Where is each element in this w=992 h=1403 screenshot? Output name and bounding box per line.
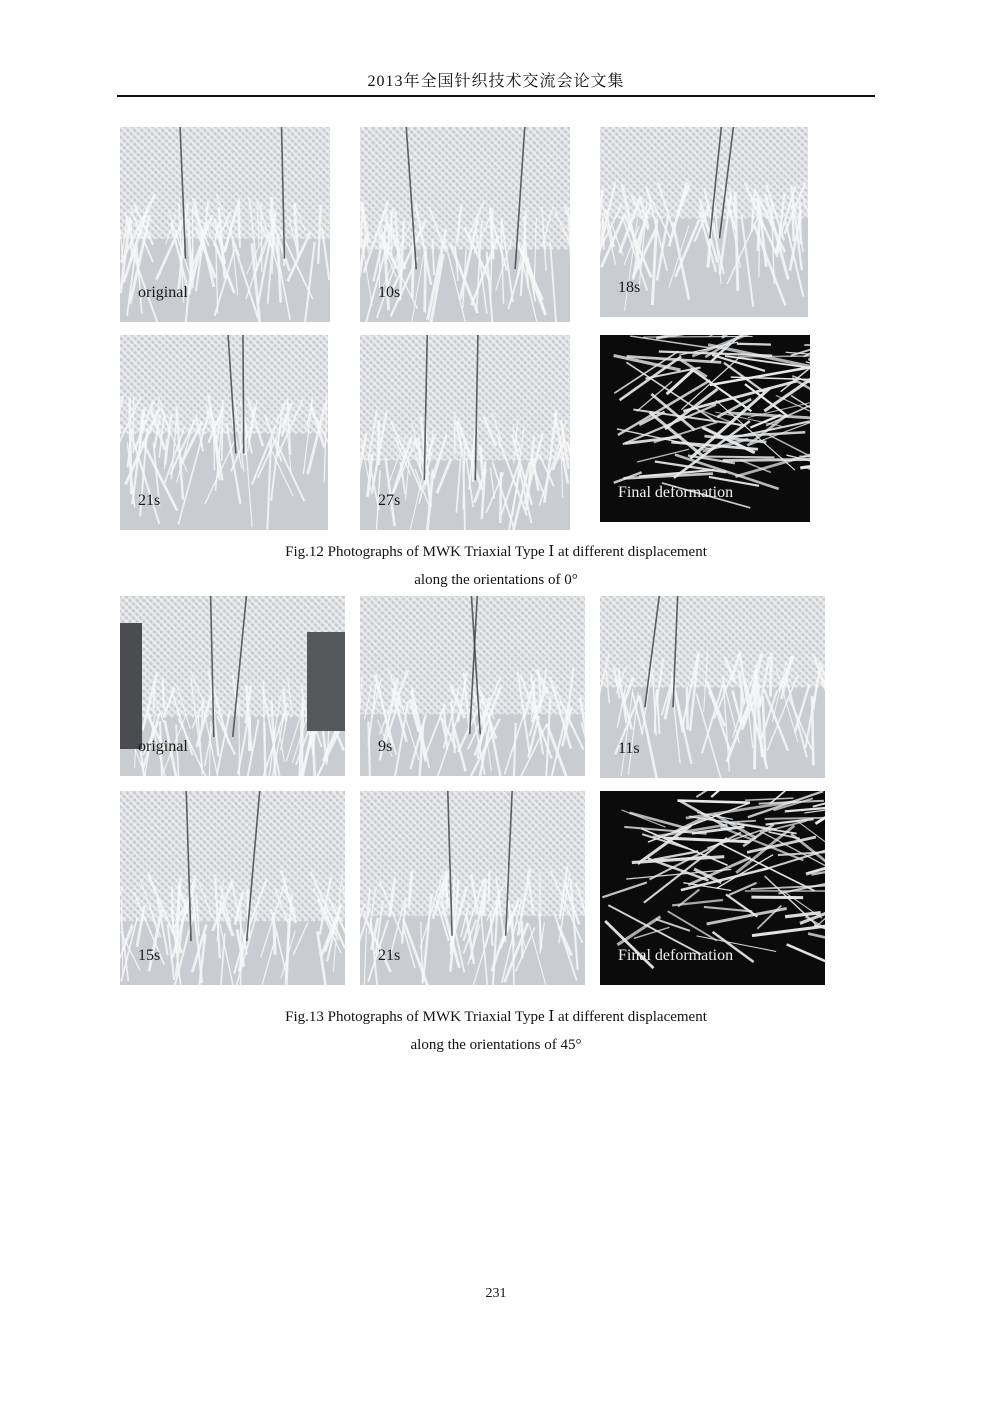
photo-label: 9s: [378, 738, 393, 755]
photo-label: 18s: [618, 279, 641, 296]
fig12-photo-original: [120, 127, 330, 322]
fig13-photo-final-deformation: [600, 791, 825, 985]
photo-label: 21s: [378, 947, 401, 964]
fig12-photo-final-deformation: [600, 335, 810, 522]
fabric-image: [360, 596, 585, 776]
figure-13-caption-line2: along the orientations of 45°: [410, 1037, 582, 1053]
fig13-photo-11s: [600, 596, 825, 778]
photo-label: 27s: [378, 492, 401, 509]
photo-label: 21s: [138, 492, 161, 509]
photo-label: Final deformation: [618, 484, 734, 501]
fig12-photo-10s: [360, 127, 570, 322]
photo-label: 11s: [618, 740, 640, 757]
fig13-photo-15s: [120, 791, 345, 985]
running-header: 2013年全国针织技术交流会论文集: [367, 73, 625, 90]
figure-13-caption-line1: Fig.13 Photographs of MWK Triaxial Type Ⅰ at different displacement: [285, 1009, 707, 1025]
fig12-photo-27s: [360, 335, 570, 530]
fig13-photo-9s: [360, 596, 585, 776]
photo-label: 15s: [138, 947, 161, 964]
page-number: 231: [485, 1286, 507, 1301]
fig13-photo-21s: [360, 791, 585, 985]
figure-12-caption-line2: along the orientations of 0°: [414, 572, 578, 588]
figure-12-caption-line1: Fig.12 Photographs of MWK Triaxial Type Ⅰ at different displacement: [285, 544, 707, 560]
fig12-photo-21s: [120, 335, 328, 530]
fig12-photo-18s: [600, 127, 808, 317]
photo-label: 10s: [378, 284, 401, 301]
photo-label: Final deformation: [618, 947, 734, 964]
photo-label: original: [138, 284, 188, 301]
fig13-photo-original: [120, 596, 345, 776]
photo-label: original: [138, 738, 188, 755]
header-rule: [117, 95, 875, 97]
